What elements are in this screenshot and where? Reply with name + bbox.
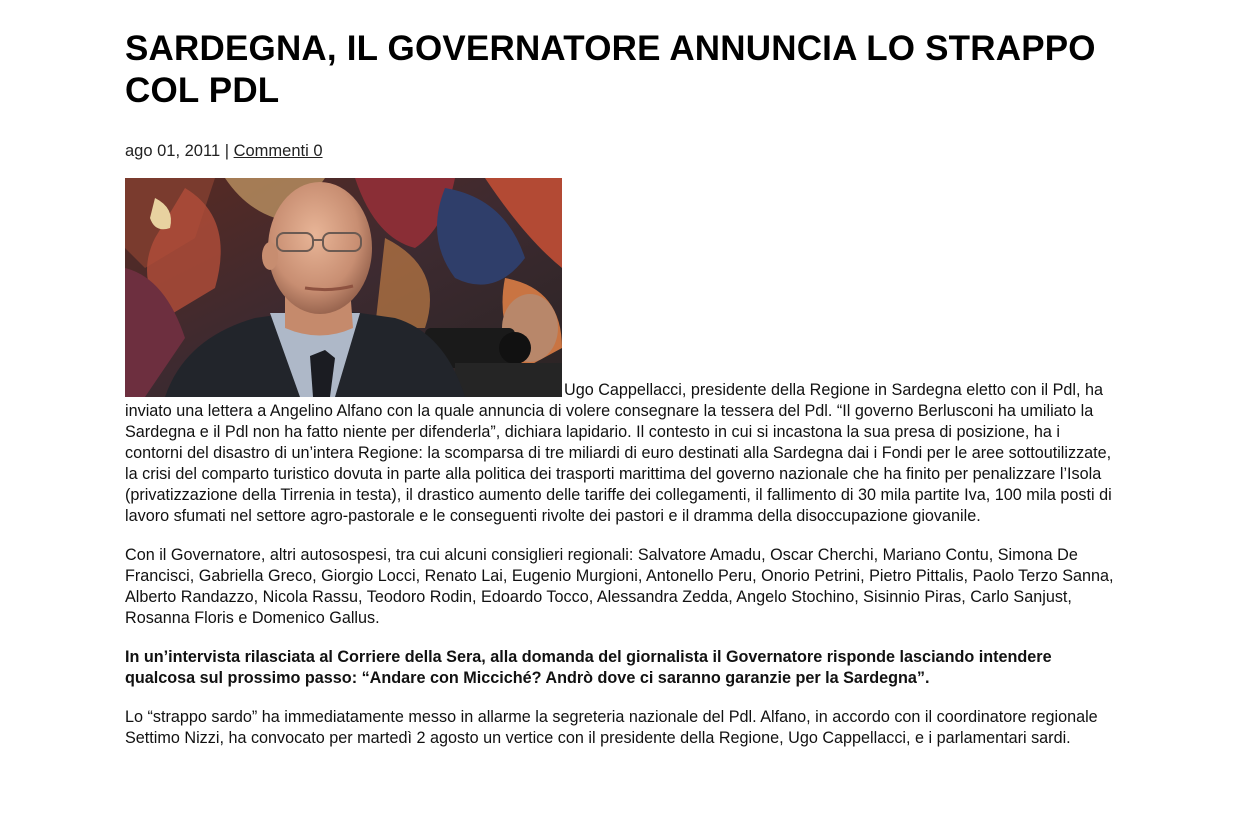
paragraph-4: Lo “strappo sardo” ha immediatamente messo in allarme la segreteria nazionale del Pdl. Alfano, in accordo con il coordinatore regionale Settimo Nizzi, ha convocato per martedì 2 agosto un vertice con il presidente della Regione, Ugo Cappellacci, e i parlamentari sardi. (125, 708, 1098, 747)
article-lead (125, 178, 1115, 527)
comments-link[interactable]: Commenti 0 (233, 142, 323, 160)
paragraph-1: Ugo Cappellacci, presidente della Regione in Sardegna eletto con il Pdl, ha inviato una lettera a Angelino Alfano con la quale annuncia di volere consegnare la tessera del Pdl. “Il governo Berlusconi ha umiliato la Sardegna e il Pdl non ha fatto niente per difenderla”, dichiara lapidario. Il contesto in cui si incastona la sua presa di posizione, ha i contorni del disastro di un’intera Regione: la scomparsa di tre miliardi di euro destinati alla Sardegna dai i Fondi per le aree sottoutilizzate, la crisi del comparto turistico dovuta in parte alla politica dei trasporti marittima del governo nazionale che ha finito per penalizzare l’Isola (privatizzazione della Tirrenia in testa), il drastico aumento delle tariffe dei collegamenti, il fallimento di 30 mila partite Iva, 100 mila posti di lavoro sfumati nel settore agro-pastorale e le conseguenti rivolte dei pastori e il dramma della disoccupazione giovanile. (125, 381, 1112, 525)
article-meta (125, 141, 1115, 161)
article-photo (125, 178, 562, 397)
article-date: ago 01, 2011 (125, 142, 221, 160)
meta-separator: | (220, 142, 234, 160)
paragraph-2: Con il Governatore, altri autosospesi, tra cui alcuni consiglieri regionali: Salvatore Amadu, Oscar Cherchi, Mariano Contu, Simona De Francisci, Gabriella Greco, Giorgio Locci, Renato Lai, Eugenio Murgioni, Antonello Peru, Onorio Petrini, Pietro Pittalis, Paolo Terzo Sanna, Alberto Randazzo, Nicola Rassu, Teodoro Rodin, Edoardo Tocco, Alessandra Zedda, Angelo Stochino, Sisinnio Piras, Carlo Sanjust, Rosanna Floris e Domenico Gallus. (125, 546, 1114, 627)
paragraph-3: In un’intervista rilasciata al Corriere della Sera, alla domanda del giornalista il Governatore risponde lasciando intendere qualcosa sul prossimo passo: “Andare con Micciché? Andrò dove ci saranno garanzie per la Sardegna”. (125, 648, 1052, 687)
article (125, 28, 1115, 749)
article-title: SARDEGNA, IL GOVERNATORE ANNUNCIA LO STRAPPO COL PDL (125, 29, 1096, 110)
